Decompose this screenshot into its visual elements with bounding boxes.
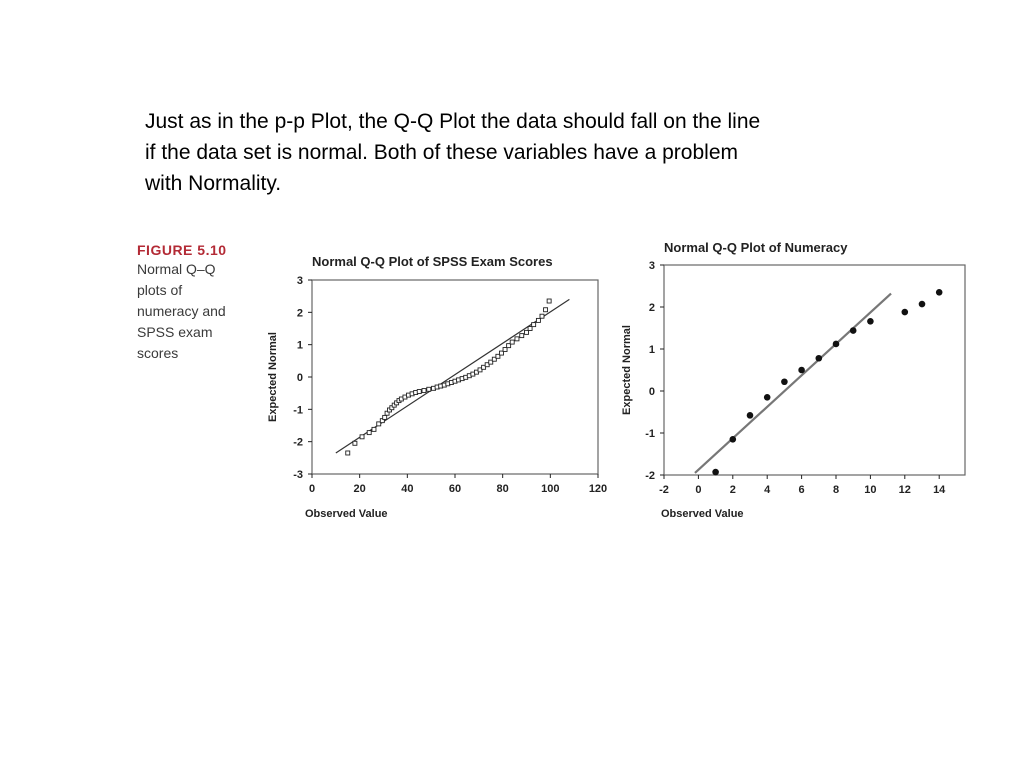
x-tick-label: 60 — [448, 483, 462, 495]
plot-frame — [664, 265, 965, 475]
chart-title: Normal Q-Q Plot of SPSS Exam Scores — [312, 254, 553, 269]
data-point — [712, 469, 719, 476]
data-point — [867, 318, 874, 325]
y-tick-label: 2 — [296, 307, 303, 320]
data-point — [520, 334, 524, 338]
intro-line-2: if the data set is normal. Both of these variables have a problem — [145, 141, 738, 164]
data-point — [919, 301, 926, 308]
data-point — [816, 355, 823, 362]
x-tick-label: 80 — [496, 483, 509, 495]
x-tick-label: 0 — [308, 483, 316, 495]
reference-line — [695, 294, 891, 473]
x-axis-label: Observed Value — [305, 508, 388, 520]
x-axis-label: Observed Value — [661, 508, 744, 520]
data-point — [422, 389, 426, 393]
caption-line-4: SPSS exam — [137, 324, 213, 340]
chart-1 — [267, 254, 607, 520]
data-point — [850, 327, 857, 334]
data-point — [747, 412, 754, 419]
data-point — [515, 337, 519, 341]
data-point — [503, 348, 507, 352]
data-point — [547, 299, 551, 303]
data-point — [544, 308, 548, 312]
data-point — [367, 431, 371, 435]
data-point — [427, 387, 431, 391]
data-point — [383, 415, 387, 419]
y-tick-label: -2 — [293, 436, 303, 449]
data-point — [936, 289, 943, 296]
chart-title: Normal Q-Q Plot of Numeracy — [664, 240, 848, 255]
y-tick-label: 3 — [296, 275, 303, 287]
y-tick-label: -2 — [645, 470, 655, 482]
data-point — [781, 378, 788, 385]
x-tick-label: 8 — [832, 484, 840, 496]
y-tick-label: -1 — [293, 404, 303, 417]
caption-line-3: numeracy and — [137, 303, 226, 319]
caption-line-5: scores — [137, 345, 179, 361]
data-point — [528, 327, 532, 331]
data-point — [372, 427, 376, 431]
data-point — [360, 435, 364, 439]
data-point — [798, 367, 805, 374]
y-tick-label: -1 — [645, 428, 655, 440]
caption-line-1: Normal Q–Q — [137, 261, 216, 277]
x-tick-label: 12 — [898, 484, 911, 496]
chart-2 — [621, 240, 965, 520]
y-tick-label: 0 — [296, 372, 303, 384]
y-tick-label: 1 — [648, 344, 655, 356]
data-point — [536, 318, 540, 322]
data-point — [510, 340, 514, 344]
x-tick-label: -2 — [659, 484, 669, 496]
y-tick-label: 2 — [648, 302, 655, 314]
x-tick-label: 2 — [729, 484, 736, 496]
x-tick-label: 4 — [764, 484, 771, 496]
caption-line-2: plots of — [137, 282, 183, 298]
data-point — [540, 314, 544, 318]
data-point — [833, 341, 840, 348]
x-tick-label: 100 — [541, 483, 560, 495]
data-point — [346, 451, 350, 455]
y-tick-label: 3 — [648, 260, 655, 272]
y-axis-label: Expected Normal — [621, 325, 633, 415]
x-tick-label: 40 — [401, 483, 414, 495]
data-point — [353, 441, 357, 445]
intro-line-3: with Normality. — [145, 172, 282, 195]
y-tick-label: -3 — [293, 469, 303, 481]
data-point — [764, 394, 771, 401]
x-tick-label: 14 — [933, 484, 946, 496]
x-tick-label: 6 — [798, 484, 805, 496]
y-tick-label: 0 — [648, 386, 655, 398]
data-point — [525, 330, 529, 334]
x-tick-label: 120 — [588, 483, 608, 495]
data-point — [532, 323, 536, 327]
y-axis-label: Expected Normal — [267, 332, 279, 422]
data-point — [417, 390, 421, 394]
intro-line-1: Just as in the p-p Plot, the Q-Q Plot the data should fall on the line — [145, 110, 761, 133]
x-tick-label: 10 — [864, 484, 877, 496]
data-point — [902, 309, 909, 316]
y-tick-label: 1 — [296, 339, 303, 352]
x-tick-label: 0 — [695, 484, 702, 496]
x-tick-label: 20 — [353, 483, 366, 495]
figure-label: FIGURE 5.10 — [137, 242, 227, 258]
data-point — [730, 436, 737, 443]
